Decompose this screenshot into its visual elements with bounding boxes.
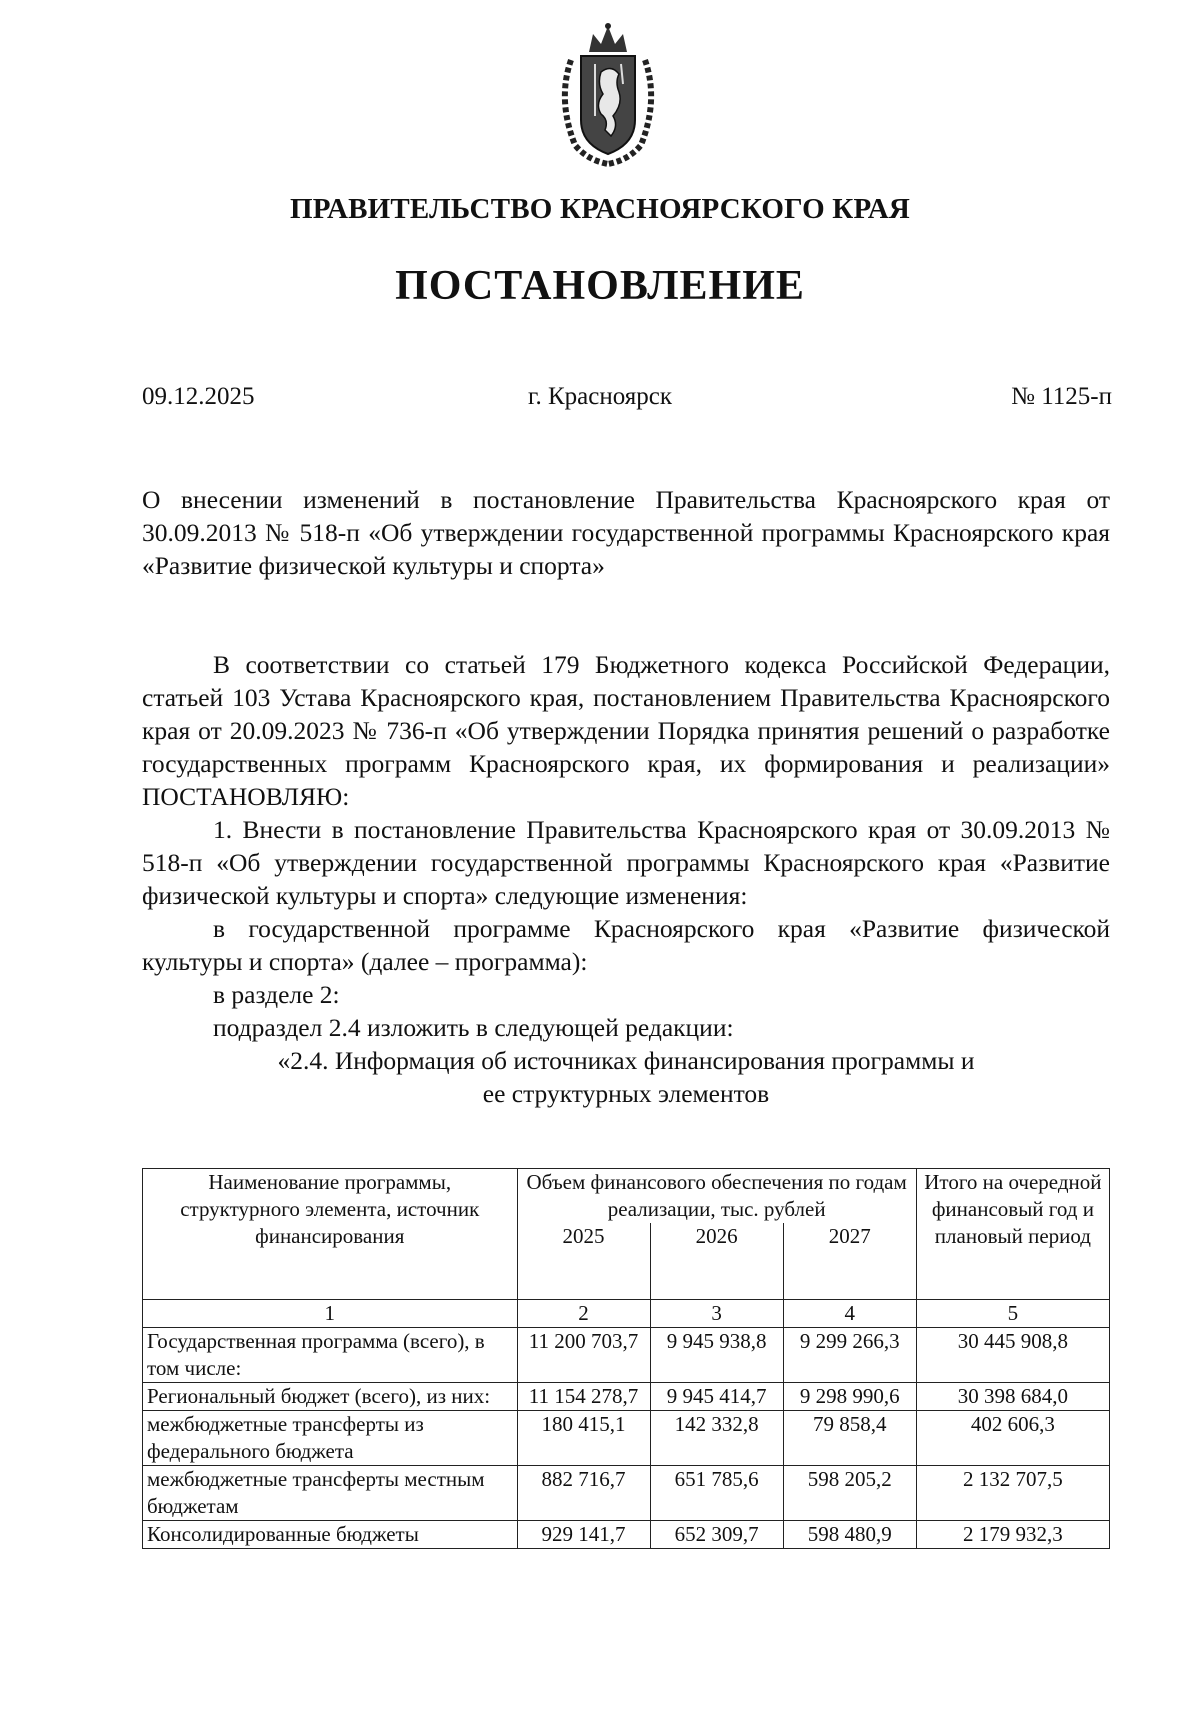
document-subject: О внесении изменений в постановление Правительства Красноярского края от 30.09.2013 № 518-п «Об утверждении государственной программы Красноярского края «Развитие физической культуры и спорта» — [142, 485, 1110, 580]
total-cell: 30 398 684,0 — [916, 1383, 1109, 1411]
document-city: г. Красноярск — [528, 383, 672, 410]
document-type-title: ПОСТАНОВЛЕНИЕ — [395, 263, 805, 309]
value-cell: 9 298 990,6 — [783, 1383, 916, 1411]
row-name-cell: Государственная программа (всего), в том числе: — [143, 1328, 518, 1383]
table-row — [143, 1411, 1110, 1466]
value-cell: 929 141,7 — [517, 1521, 650, 1549]
column-number-cell: 2 — [517, 1300, 650, 1328]
header-volume-cell: Объем финансового обеспечения по годам реализации, тыс. рублей — [517, 1169, 916, 1224]
section-title-line-1: «2.4. Информация об источниках финансирования программы и — [277, 1046, 975, 1075]
column-number-cell: 1 — [143, 1300, 518, 1328]
column-number-cell: 3 — [650, 1300, 783, 1328]
document-body — [142, 648, 1110, 1110]
total-cell: 2 179 932,3 — [916, 1521, 1109, 1549]
body-paragraph-1: В соответствии со статьей 179 Бюджетного кодекса Российской Федерации, статьей 103 Устава Красноярского края, постановлением Правительства Красноярского края от 20.09.2023 № 736-п «Об утверждении Порядка принятия решений о разработке государственных программ Красноярского края, их формирования и реализации» ПОСТАНОВЛЯЮ: — [142, 650, 1110, 811]
value-cell: 9 945 414,7 — [650, 1383, 783, 1411]
header-year-cell: 2026 — [650, 1223, 783, 1300]
value-cell: 9 299 266,3 — [783, 1328, 916, 1383]
header-total-cell: Итого на очередной финансовый год и плановый период — [916, 1169, 1109, 1300]
value-cell: 651 785,6 — [650, 1466, 783, 1521]
table-header-row — [143, 1169, 1110, 1224]
body-paragraph-4: в разделе 2: — [213, 980, 340, 1009]
government-title: ПРАВИТЕЛЬСТВО КРАСНОЯРСКОГО КРАЯ — [289, 193, 911, 225]
table-column-numbers-row — [143, 1300, 1110, 1328]
coat-of-arms-emblem — [553, 20, 663, 168]
value-cell: 11 200 703,7 — [517, 1328, 650, 1383]
body-paragraph-5: подраздел 2.4 изложить в следующей редакции: — [213, 1013, 734, 1042]
value-cell: 598 205,2 — [783, 1466, 916, 1521]
table-row — [143, 1466, 1110, 1521]
value-cell: 79 858,4 — [783, 1411, 916, 1466]
value-cell: 9 945 938,8 — [650, 1328, 783, 1383]
value-cell: 652 309,7 — [650, 1521, 783, 1549]
body-paragraph-3: в государственной программе Красноярского края «Развитие физической культуры и спорта» (далее – программа): — [142, 914, 1110, 976]
header-year-cell: 2027 — [783, 1223, 916, 1300]
column-number-cell: 4 — [783, 1300, 916, 1328]
value-cell: 142 332,8 — [650, 1411, 783, 1466]
value-cell: 882 716,7 — [517, 1466, 650, 1521]
total-cell: 30 445 908,8 — [916, 1328, 1109, 1383]
document-date: 09.12.2025 — [142, 383, 255, 410]
row-name-cell: межбюджетные трансферты из федерального бюджета — [143, 1411, 518, 1466]
table-row — [143, 1383, 1110, 1411]
row-name-cell: межбюджетные трансферты местным бюджетам — [143, 1466, 518, 1521]
row-name-cell: Региональный бюджет (всего), из них: — [143, 1383, 518, 1411]
row-name-cell: Консолидированные бюджеты — [143, 1521, 518, 1549]
header-name-cell: Наименование программы, структурного элемента, источник финансирования — [143, 1169, 518, 1300]
value-cell: 598 480,9 — [783, 1521, 916, 1549]
section-title-line-2: ее структурных элементов — [482, 1079, 770, 1108]
document-number: № 1125-п — [1011, 383, 1112, 410]
value-cell: 11 154 278,7 — [517, 1383, 650, 1411]
header-year-cell: 2025 — [517, 1223, 650, 1300]
body-paragraph-2: 1. Внести в постановление Правительства Красноярского края от 30.09.2013 № 518-п «Об утверждении государственной программы Красноярского края «Развитие физической культуры и спорта» следующие изменения: — [142, 815, 1110, 910]
total-cell: 2 132 707,5 — [916, 1466, 1109, 1521]
value-cell: 180 415,1 — [517, 1411, 650, 1466]
table-row — [143, 1328, 1110, 1383]
table-row — [143, 1521, 1110, 1549]
total-cell: 402 606,3 — [916, 1411, 1109, 1466]
financing-table — [142, 1168, 1110, 1549]
column-number-cell: 5 — [916, 1300, 1109, 1328]
